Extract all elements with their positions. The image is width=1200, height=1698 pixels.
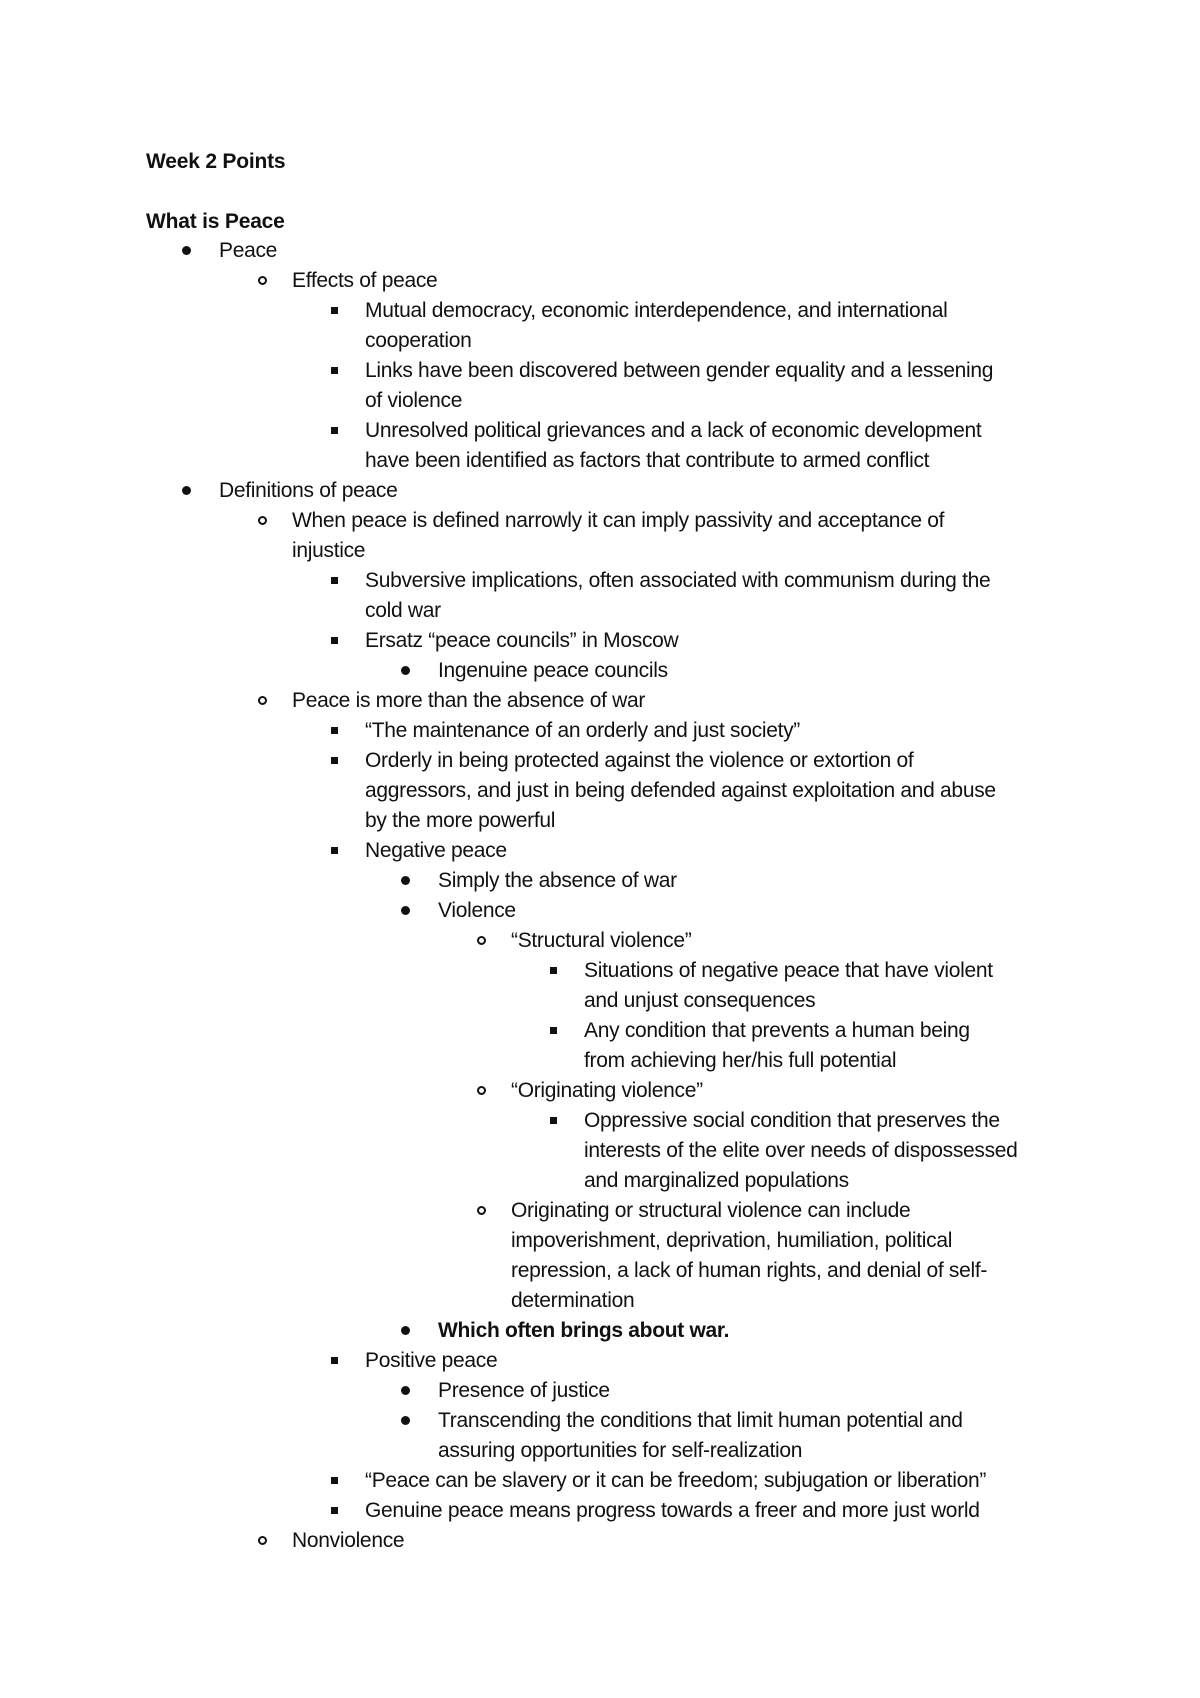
bullet-square-icon bbox=[328, 1466, 344, 1496]
bullet-circle-icon bbox=[255, 1526, 271, 1556]
bullet-square-icon bbox=[547, 1016, 563, 1046]
bullet-square-icon bbox=[328, 836, 344, 866]
bullet-square-icon bbox=[328, 356, 344, 386]
bullet-circle-icon bbox=[255, 266, 271, 296]
bullet-disc-icon bbox=[398, 1316, 414, 1346]
bullet-square-icon bbox=[328, 1496, 344, 1526]
list-item: Transcending the conditions that limit human potential and assuring opportunities for self-realization bbox=[438, 1406, 963, 1466]
bullet-disc-icon bbox=[398, 1406, 414, 1436]
bullet-disc-icon bbox=[179, 236, 195, 266]
bullet-disc-icon bbox=[398, 1376, 414, 1406]
bullet-square-icon bbox=[547, 956, 563, 986]
list-item: Links have been discovered between gender equality and a lessening of violence bbox=[365, 356, 993, 416]
bullet-disc-icon bbox=[398, 656, 414, 686]
list-item: Subversive implications, often associated with communism during the cold war bbox=[365, 566, 990, 626]
bullet-disc-icon bbox=[179, 476, 195, 506]
list-item: Positive peace bbox=[365, 1346, 497, 1376]
list-item: Ingenuine peace councils bbox=[438, 656, 668, 686]
list-item: “Originating violence” bbox=[511, 1076, 703, 1106]
list-item: Oppressive social condition that preserves the interests of the elite over needs of dispossessed and marginalized populations bbox=[584, 1106, 1018, 1196]
bullet-circle-icon bbox=[255, 686, 271, 716]
list-item: “Structural violence” bbox=[511, 926, 691, 956]
list-item: “Peace can be slavery or it can be freedom; subjugation or liberation” bbox=[365, 1466, 986, 1496]
bullet-circle-icon bbox=[474, 926, 490, 956]
bullet-square-icon bbox=[328, 416, 344, 446]
list-item: Which often brings about war. bbox=[438, 1316, 729, 1346]
list-item: Situations of negative peace that have violent and unjust consequences bbox=[584, 956, 993, 1016]
bullet-square-icon bbox=[547, 1106, 563, 1136]
bullet-circle-icon bbox=[255, 506, 271, 536]
bullet-square-icon bbox=[328, 1346, 344, 1376]
list-item: Nonviolence bbox=[292, 1526, 404, 1556]
list-item: Presence of justice bbox=[438, 1376, 610, 1406]
list-item: Ersatz “peace councils” in Moscow bbox=[365, 626, 678, 656]
document-title: Week 2 Points bbox=[146, 150, 286, 173]
list-item: Negative peace bbox=[365, 836, 507, 866]
bullet-disc-icon bbox=[398, 896, 414, 926]
list-item: Effects of peace bbox=[292, 266, 437, 296]
list-item: Simply the absence of war bbox=[438, 866, 677, 896]
list-item: “The maintenance of an orderly and just society” bbox=[365, 716, 800, 746]
list-item: Originating or structural violence can include impoverishment, deprivation, humiliation, political repression, a lack of human rights, and denial of self- determination bbox=[511, 1196, 987, 1316]
bullet-square-icon bbox=[328, 716, 344, 746]
list-item: Any condition that prevents a human being from achieving her/his full potential bbox=[584, 1016, 970, 1076]
list-item: Orderly in being protected against the violence or extortion of aggressors, and just in being defended against exploitation and abuse by the more powerful bbox=[365, 746, 996, 836]
bullet-disc-icon bbox=[398, 866, 414, 896]
list-item: Genuine peace means progress towards a freer and more just world bbox=[365, 1496, 980, 1526]
list-item: Violence bbox=[438, 896, 516, 926]
bullet-circle-icon bbox=[474, 1196, 490, 1226]
list-item: When peace is defined narrowly it can imply passivity and acceptance of injustice bbox=[292, 506, 944, 566]
bullet-square-icon bbox=[328, 296, 344, 326]
list-item: Definitions of peace bbox=[219, 476, 397, 506]
list-item: Peace is more than the absence of war bbox=[292, 686, 645, 716]
bullet-square-icon bbox=[328, 626, 344, 656]
list-item: Unresolved political grievances and a lack of economic development have been identified as factors that contribute to armed conflict bbox=[365, 416, 981, 476]
bullet-square-icon bbox=[328, 566, 344, 596]
list-item: Peace bbox=[219, 236, 277, 266]
list-item: Mutual democracy, economic interdependence, and international cooperation bbox=[365, 296, 948, 356]
section-heading: What is Peace bbox=[146, 210, 285, 233]
bullet-square-icon bbox=[328, 746, 344, 776]
bullet-circle-icon bbox=[474, 1076, 490, 1106]
